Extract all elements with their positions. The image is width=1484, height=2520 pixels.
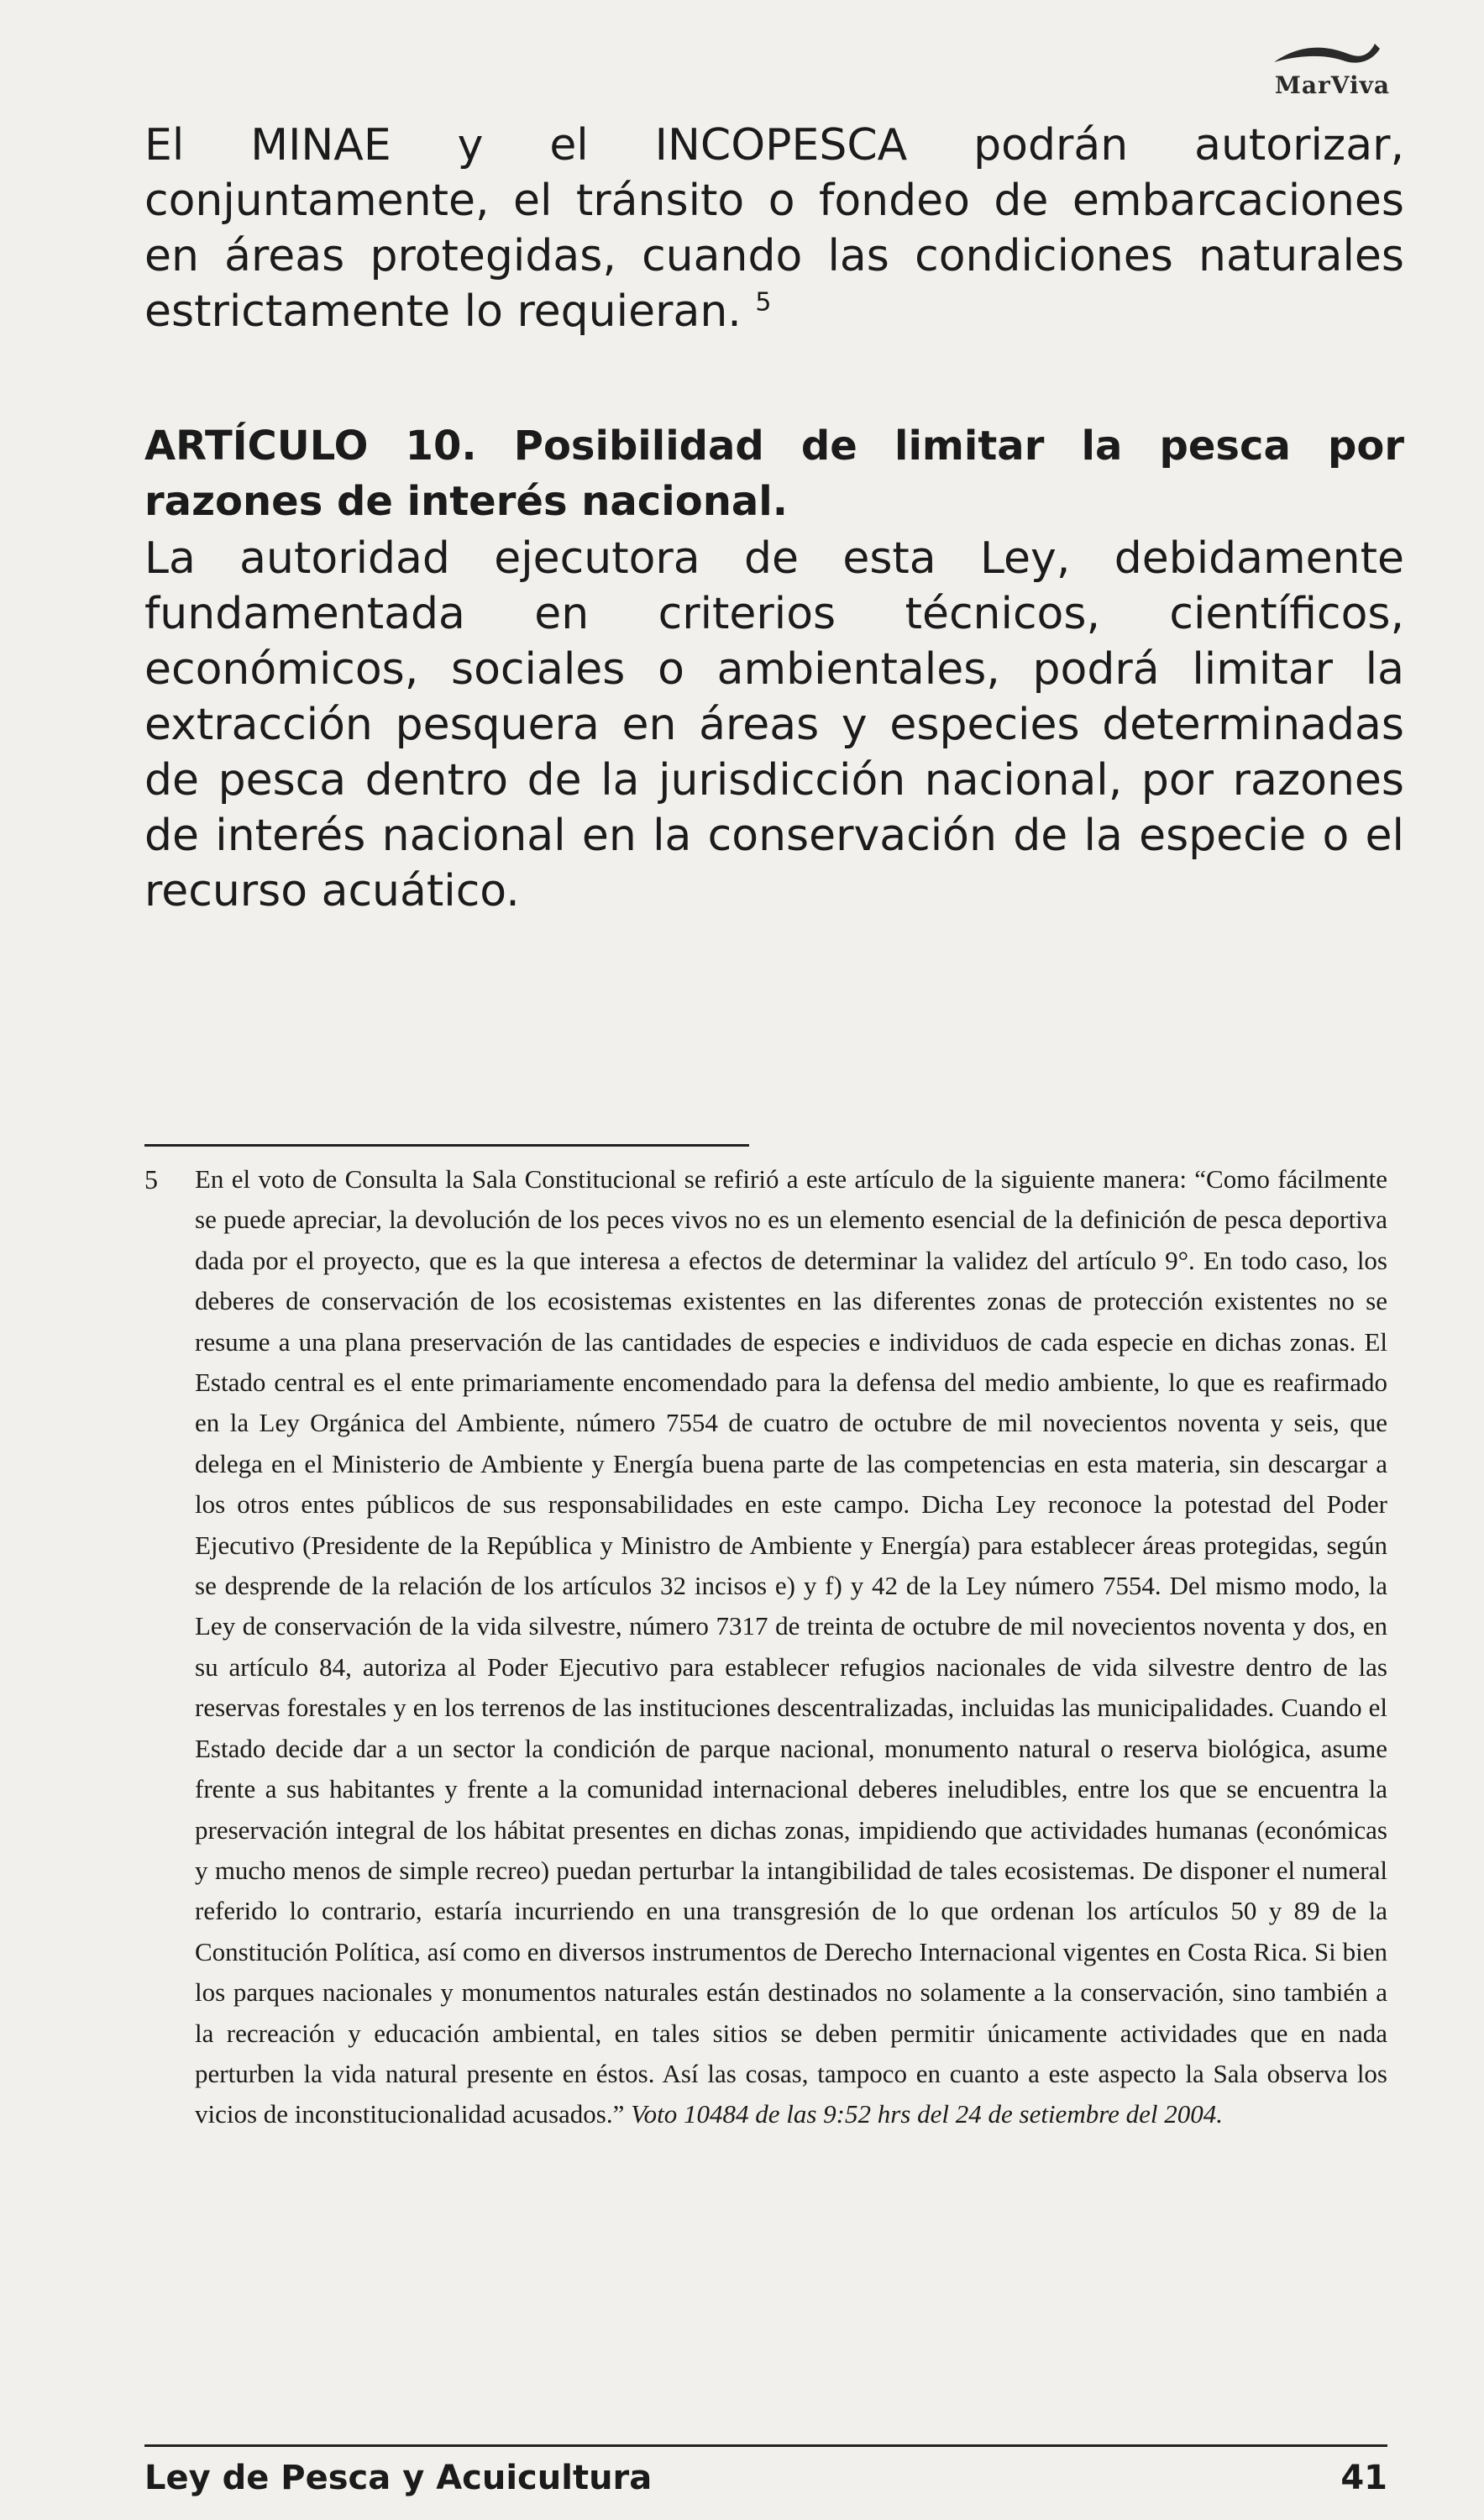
footnote-text (195, 1159, 1387, 2135)
logo-text: MarViva (1274, 71, 1390, 99)
footnote-citation: Voto 10484 de las 9:52 hrs del 24 de setiembre del 2004. (631, 2099, 1223, 2129)
intro-paragraph-text: El MINAE y el INCOPESCA podrán autorizar, conjuntamente, el tránsito o fondeo de embarcaciones en áreas protegidas, cuando las condiciones naturales estrictamente lo requieran. (144, 120, 1404, 337)
footnote-divider (144, 1144, 749, 1147)
article-heading: ARTÍCULO 10. Posibilidad de limitar la pesca por razones de interés nacional. (144, 423, 1404, 525)
page-number: 41 (1340, 2459, 1387, 2497)
footnote-body: En el voto de Consulta la Sala Constitucional se refirió a este artículo de la siguiente manera: “Como fácilmente se puede apreciar, la devolución de los peces vivos no es un elemento esencial de la definición de pesca deportiva dada por el proyecto, que es la que interesa a efectos de determinar la validez del artículo 9°. En todo caso, los deberes de conservación de los ecosistemas existentes en las diferentes zonas de protección existentes no se resume a una plana preservación de las cantidades de especies e individuos de cada especie en dichas zonas. El Estado central es el ente primariamente encomendado para la defensa del medio ambiente, lo que es reafirmado en la Ley Orgánica del Ambiente, número 7554 de cuatro de octubre de mil novecientos noventa y seis, que delega en el Ministerio de Ambiente y Energía buena parte de las competencias en esta materia, sin descargar a los otros entes públicos de sus responsabilidades en este campo. Dicha Ley reconoce la potestad del Poder Ejecutivo (Presidente de la República y Ministro de Ambiente y Energía) para establecer áreas protegidas, según se desprende de la relación de los artículos 32 incisos e) y f) y 42 de la Ley número 7554. Del mismo modo, la Ley de conservación de la vida silvestre, número 7317 de treinta de octubre de mil novecientos noventa y dos, en su artículo 84, autoriza al Poder Ejecutivo para establecer refugios nacionales de vida silvestre dentro de las reservas forestales y en los terrenos de las instituciones descentralizadas, incluidas las municipalidades. Cuando el Estado decide dar a un sector la condición de parque nacional, monumento natural o reserva biológica, asume frente a sus habitantes y frente a la comunidad internacional deberes ineludibles, entre los que se encuentra la preservación integral de los hábitat presentes en dichas zonas, impidiendo que actividades humanas (económicas y mucho menos de simple recreo) puedan perturbar la intangibilidad de tales ecosistemas. De disponer el numeral referido lo contrario, estaría incurriendo en una transgresión de lo que ordenan los artículos 50 y 89 de la Constitución Política, así como en diversos instrumentos de Derecho Internacional vigentes en Costa Rica. Si bien los parques nacionales y monumentos naturales están destinados no solamente a la conservación, sino también a la recreación y educación ambiental, en tales sitios se deben permitir únicamente actividades que en nada perturben la vida natural presente en éstos. Así las cosas, tampoco en cuanto a este aspecto la Sala observa los vicios de inconstitucionalidad acusados.” (195, 1164, 1387, 2129)
footer-title: Ley de Pesca y Acuicultura (144, 2459, 653, 2497)
marviva-logo (1239, 32, 1390, 108)
footer-divider (144, 2444, 1387, 2447)
article-body: La autoridad ejecutora de esta Ley, debidamente fundamentada en criterios técnicos, científicos, económicos, sociales o ambientales, podrá limitar la extracción pesquera en áreas y especies determinadas de pesca dentro de la jurisdicción nacional, por razones de interés nacional en la conservación de la especie o el recurso acuático. (144, 533, 1404, 916)
wave-icon (1272, 37, 1390, 71)
footnote-number: 5 (144, 1164, 158, 1194)
footnote-reference: 5 (755, 287, 772, 318)
intro-paragraph (144, 118, 1404, 339)
